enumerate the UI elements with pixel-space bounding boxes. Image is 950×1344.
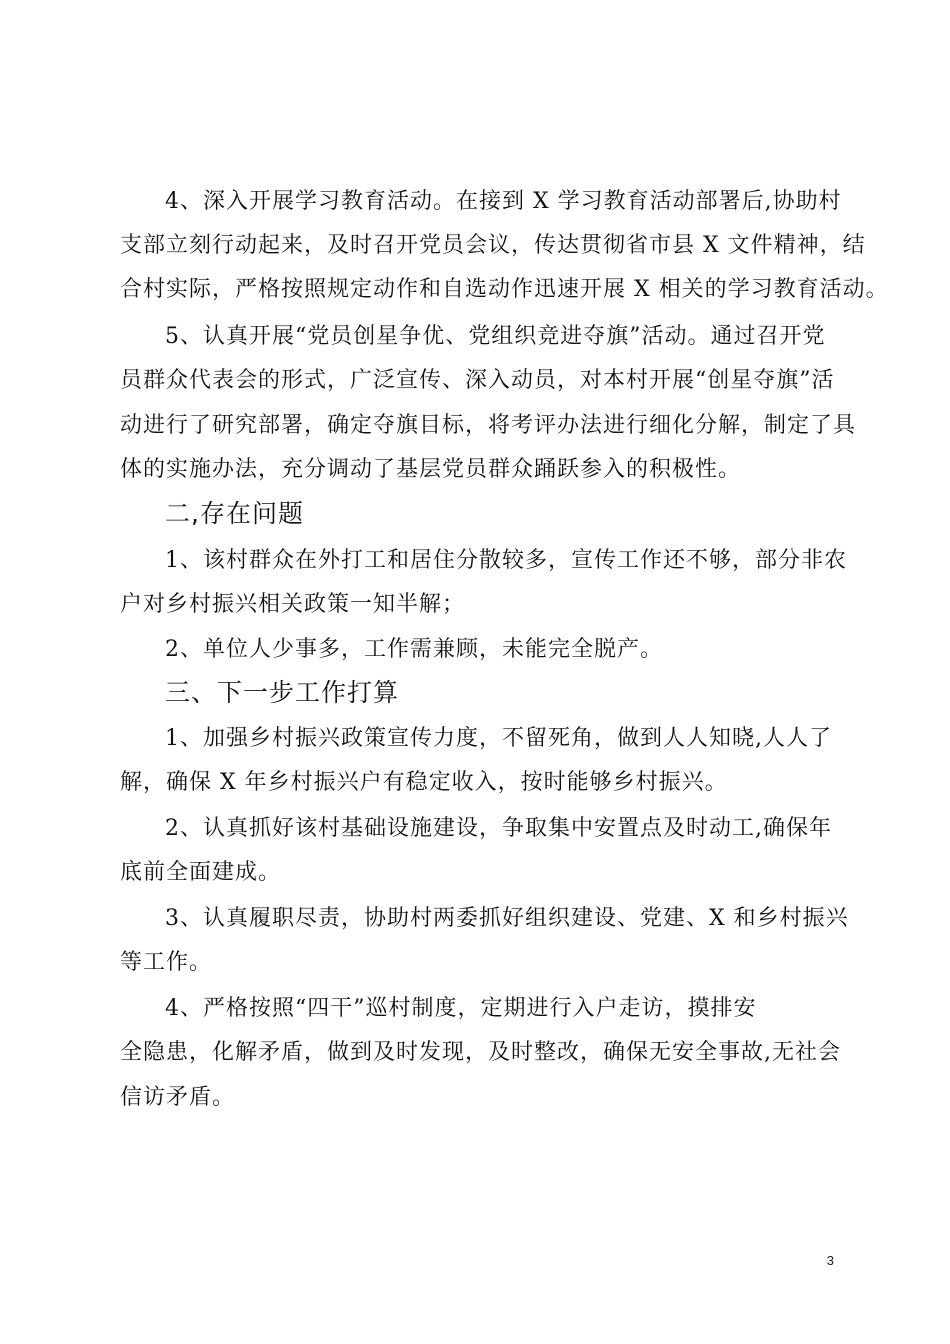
section-heading-problems: 二,存在问题: [165, 499, 304, 528]
page-number: 3: [826, 1253, 834, 1268]
text-line: 体的实施办法，充分调动了基层党员群众踊跃参入的积极性。: [120, 457, 742, 482]
text-line: 底前全面建成。: [120, 860, 282, 885]
text-line: 5、认真开展“党员创星争优、党组织竞进夺旗”活动。通过召开党: [165, 324, 826, 349]
text-line: 1、该村群众在外打工和居住分散较多，宣传工作还不够，部分非农: [165, 548, 847, 573]
text-line: 动进行了研究部署，确定夺旗目标，将考评办法进行细化分解，制定了具: [120, 413, 857, 438]
text-line: 4、严格按照“四干”巡村制度，定期进行入户走访，摸排安: [165, 996, 757, 1021]
text-line: 4、深入开展学习教育活动。在接到 X 学习教育活动部署后,协助村: [165, 189, 842, 214]
section-heading-next-steps: 三、下一步工作打算: [165, 678, 400, 707]
text-line: 3、认真履职尽责，协助村两委抓好组织建设、党建、X 和乡村振兴: [165, 906, 849, 931]
text-line: 员群众代表会的形式，广泛宣传、深入动员，对本村开展“创星夺旗”活: [120, 368, 835, 393]
text-line: 解，确保 X 年乡村振兴户有稳定收入，按时能够乡村振兴。: [120, 770, 728, 795]
text-line: 2、单位人少事多，工作需兼顾，未能完全脱产。: [165, 637, 663, 662]
text-line: 户对乡村振兴相关政策一知半解；: [120, 592, 466, 617]
text-line: 合村实际，严格按照规定动作和自选动作迅速开展 X 相关的学习教育活动。: [120, 277, 889, 302]
text-line: 等工作。: [120, 950, 213, 975]
text-line: 2、认真抓好该村基础设施建设，争取集中安置点及时动工,确保年: [165, 816, 832, 841]
text-line: 全隐患，化解矛盾，做到及时发现，及时整改，确保无安全事故,无社会: [120, 1040, 841, 1065]
text-line: 1、加强乡村振兴政策宣传力度，不留死角，做到人人知晓,人人了: [165, 726, 832, 751]
text-line: 支部立刻行动起来，及时召开党员会议，传达贯彻省市县 X 文件精神，结: [120, 233, 866, 258]
text-line: 信访矛盾。: [120, 1085, 236, 1110]
